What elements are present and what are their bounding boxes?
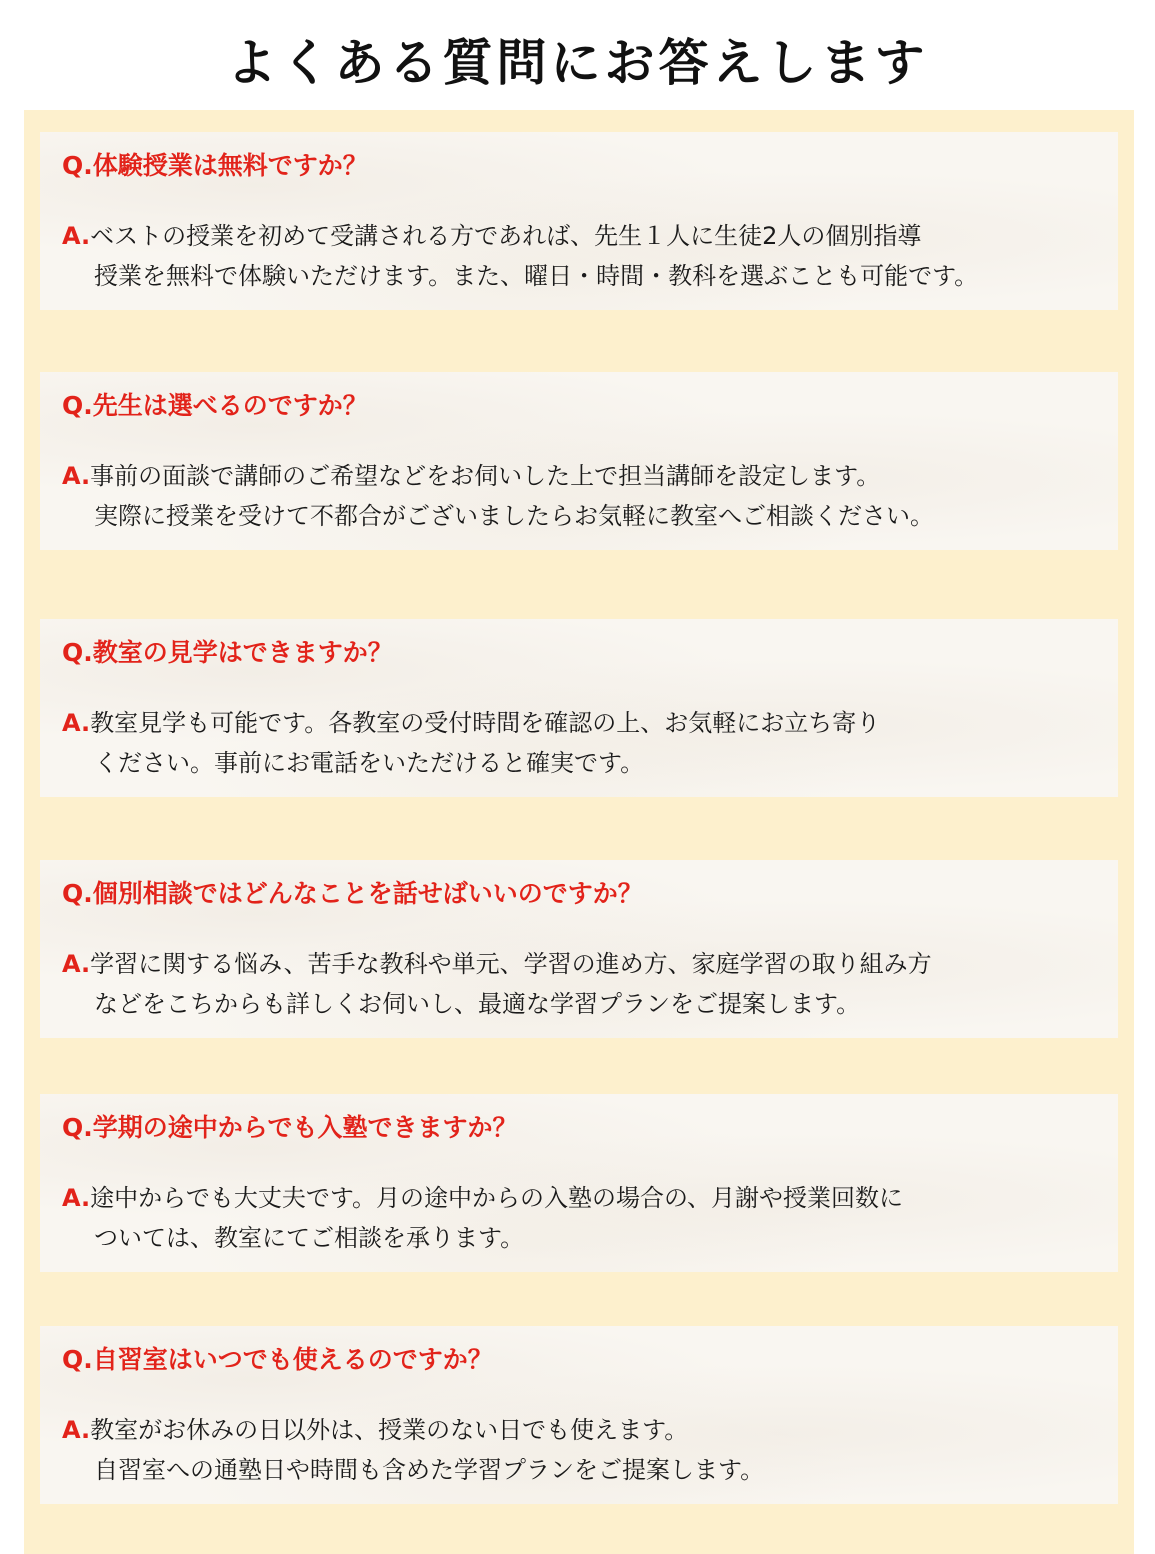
faq-question: Q.個別相談ではどんなことを話せばいいのですか？ [62,879,643,908]
answer-line: 教室がお休みの日以外は、授業のない日でも使えます。 [90,1416,689,1444]
answer-line: 実際に授業を受けて不都合がございましたらお気軽に教室へご相談ください。 [94,502,934,530]
faq-item-study-room [40,1326,1118,1504]
answer-mark: A. [62,709,91,737]
faq-answer [62,1178,1102,1258]
answer-line: 授業を無料で体験いただけます。また、曜日・時間・教科を選ぶことも可能です。 [94,262,979,290]
answer-line: 途中からでも大丈夫です。月の途中からの入塾の場合の、月謝や授業回数に [90,1184,904,1212]
faq-item-choose-teacher [40,372,1118,550]
faq-answer [62,456,1102,536]
answer-line: 学習に関する悩み、苦手な教科や単元、学習の進め方、家庭学習の取り組み方 [90,950,932,978]
page-title: よくある質問にお答えします [226,34,929,92]
faq-item-individual-consultation [40,860,1118,1038]
faq-item-classroom-visit [40,619,1118,797]
answer-line: 教室見学も可能です。各教室の受付時間を確認の上、お気軽にお立ち寄り [90,709,881,737]
answer-mark: A. [62,1416,91,1444]
answer-line: ください。事前にお電話をいただけると確実です。 [94,749,645,777]
answer-line: ベストの授業を初めて受講される方であれば、先生１人に生徒2人の個別指導 [90,222,922,250]
faq-item-free-trial [40,132,1118,310]
answer-line: 事前の面談で講師のご希望などをお伺いした上で担当講師を設定します。 [90,462,881,490]
answer-mark: A. [62,1184,91,1212]
answer-line: ついては、教室にてご相談を承ります。 [94,1224,525,1252]
answer-mark: A. [62,462,91,490]
answer-line: などをこちからも詳しくお伺いし、最適な学習プランをご提案します。 [94,990,861,1018]
answer-line: 自習室への通塾日や時間も含めた学習プランをご提案します。 [94,1456,765,1484]
faq-answer [62,1410,1102,1490]
answer-mark: A. [62,950,91,978]
faq-question: Q.教室の見学はできますか？ [62,638,393,667]
faq-answer [62,944,1102,1024]
faq-answer [62,216,1102,296]
faq-question: Q.先生は選べるのですか？ [62,391,368,420]
faq-item-mid-term-enrollment [40,1094,1118,1272]
faq-question: Q.自習室はいつでも使えるのですか？ [62,1345,493,1374]
faq-question: Q.体験授業は無料ですか？ [62,151,368,180]
faq-answer [62,703,1102,783]
faq-question: Q.学期の途中からでも入塾できますか？ [62,1113,518,1142]
answer-mark: A. [62,222,91,250]
